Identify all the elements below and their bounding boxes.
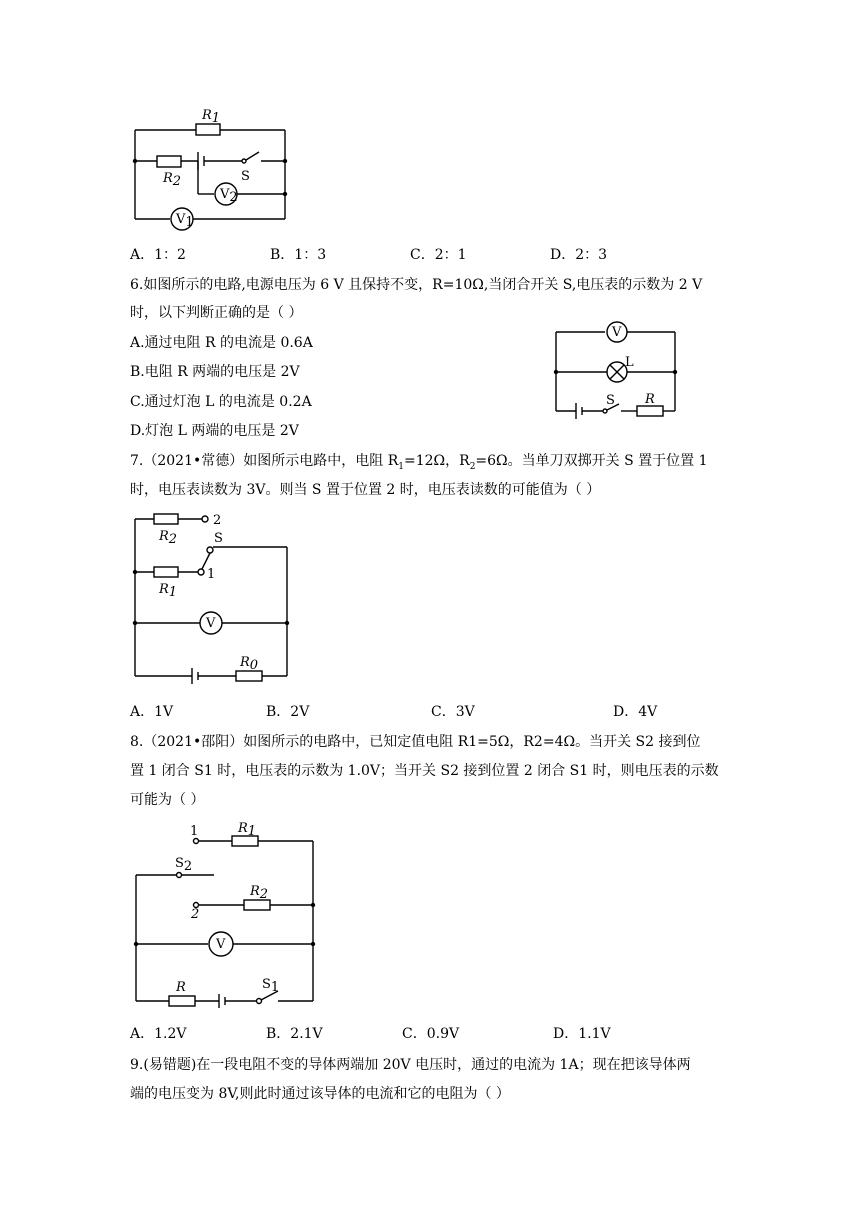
q6-option-d: D.灯泡 L 两端的电压是 2V (130, 423, 299, 439)
q6-circuit-diagram (553, 320, 683, 420)
q8-s1-label: S1 (262, 977, 280, 995)
q5-circuit-diagram (130, 100, 300, 235)
q8-pos2-label: 2 (191, 907, 200, 922)
q6-option-c: C.通过灯泡 L 的电流是 0.2A (130, 394, 312, 410)
q9-stem-line1: 9.(易错题)在一段电阻不变的导体两端加 20V 电压时，通过的电流为 1A；现在把该导体两 (130, 1057, 691, 1073)
q7-r2-label: R2 (159, 529, 178, 547)
q5-option-c: C．2：1 (410, 247, 467, 263)
q5-v1-label: V1 (176, 212, 194, 230)
q8-voltmeter-label: V (216, 937, 226, 952)
q7-r1-label: R1 (159, 582, 178, 600)
q8-stem-line3: 可能为（ ） (130, 792, 205, 808)
q7-option-c: C．3V (431, 704, 475, 720)
q8-option-b: B．2.1V (266, 1026, 323, 1042)
q8-pos1-label: 1 (190, 824, 199, 839)
q6-stem-line2: 时，以下判断正确的是（ ） (130, 305, 303, 321)
q8-stem-line2: 置 1 闭合 S1 时，电压表的示数为 1.0V；当开关 S2 接到位置 2 闭合 S1 时，则电压表的示数 (130, 763, 719, 779)
q7-stem-line1: 7.（2021•常德）如图所示电路中，电阻 $R_1=12\Omega$，$R_2=6\Omega$。当单刀双掷开关 S 置于位置 1 (130, 453, 708, 472)
q5-option-a: A．1：2 (130, 247, 186, 263)
q8-r2-label: R2 (250, 884, 269, 902)
q6-option-a: A.通过电阻 R 的电流是 0.6A (130, 335, 313, 351)
q8-r1-label: R1 (238, 821, 257, 839)
q7-r0-label: R0 (240, 655, 259, 673)
q6-lamp-label: L (625, 355, 634, 370)
q6-stem-line1: 6.如图所示的电路,电源电压为 6 V 且保持不变，R=10Ω,当闭合开关 S,电压表的示数为 2 V (130, 277, 703, 293)
q5-r1-label: R1 (202, 108, 221, 126)
q6-option-b: B.电阻 R 两端的电压是 2V (130, 364, 300, 380)
q8-option-c: C．0.9V (402, 1026, 460, 1042)
q5-r2-label: R2 (163, 171, 182, 189)
q7-option-b: B．2V (266, 704, 310, 720)
q6-resistor-label: R (645, 392, 655, 407)
q6-voltmeter-label: V (612, 325, 622, 340)
q8-s2-label: S2 (175, 856, 193, 874)
q7-circuit-diagram (128, 506, 298, 686)
q5-switch-label: S (241, 169, 250, 184)
q7-switch-label: S (214, 531, 223, 546)
q8-stem-line1: 8.（2021•邵阳）如图所示的电路中，已知定值电阻 R1=5Ω，R2=4Ω。当开关 S2 接到位 (130, 734, 701, 750)
q5-option-d: D．2：3 (550, 247, 608, 263)
q7-stem-line2: 时，电压表读数为 3V。则当 S 置于位置 2 时，电压表读数的可能值为（ ） (130, 482, 601, 498)
q9-stem-line2: 端的电压变为 8V,则此时通过该导体的电流和它的电阻为（ ） (130, 1086, 510, 1102)
q7-pos2-label: 2 (213, 513, 222, 528)
q7-pos1-label: 1 (207, 567, 216, 582)
q7-voltmeter-label: V (206, 616, 216, 631)
q8-option-a: A．1.2V (130, 1026, 187, 1042)
q5-v2-label: V2 (220, 187, 238, 205)
q7-option-a: A．1V (130, 704, 174, 720)
q8-circuit-diagram (130, 820, 320, 1010)
q8-r-label: R (176, 980, 186, 995)
q8-option-d: D．1.1V (553, 1026, 611, 1042)
q7-option-d: D．4V (613, 704, 658, 720)
q6-switch-label: S (606, 393, 615, 408)
q5-option-b: B．1：3 (270, 247, 327, 263)
